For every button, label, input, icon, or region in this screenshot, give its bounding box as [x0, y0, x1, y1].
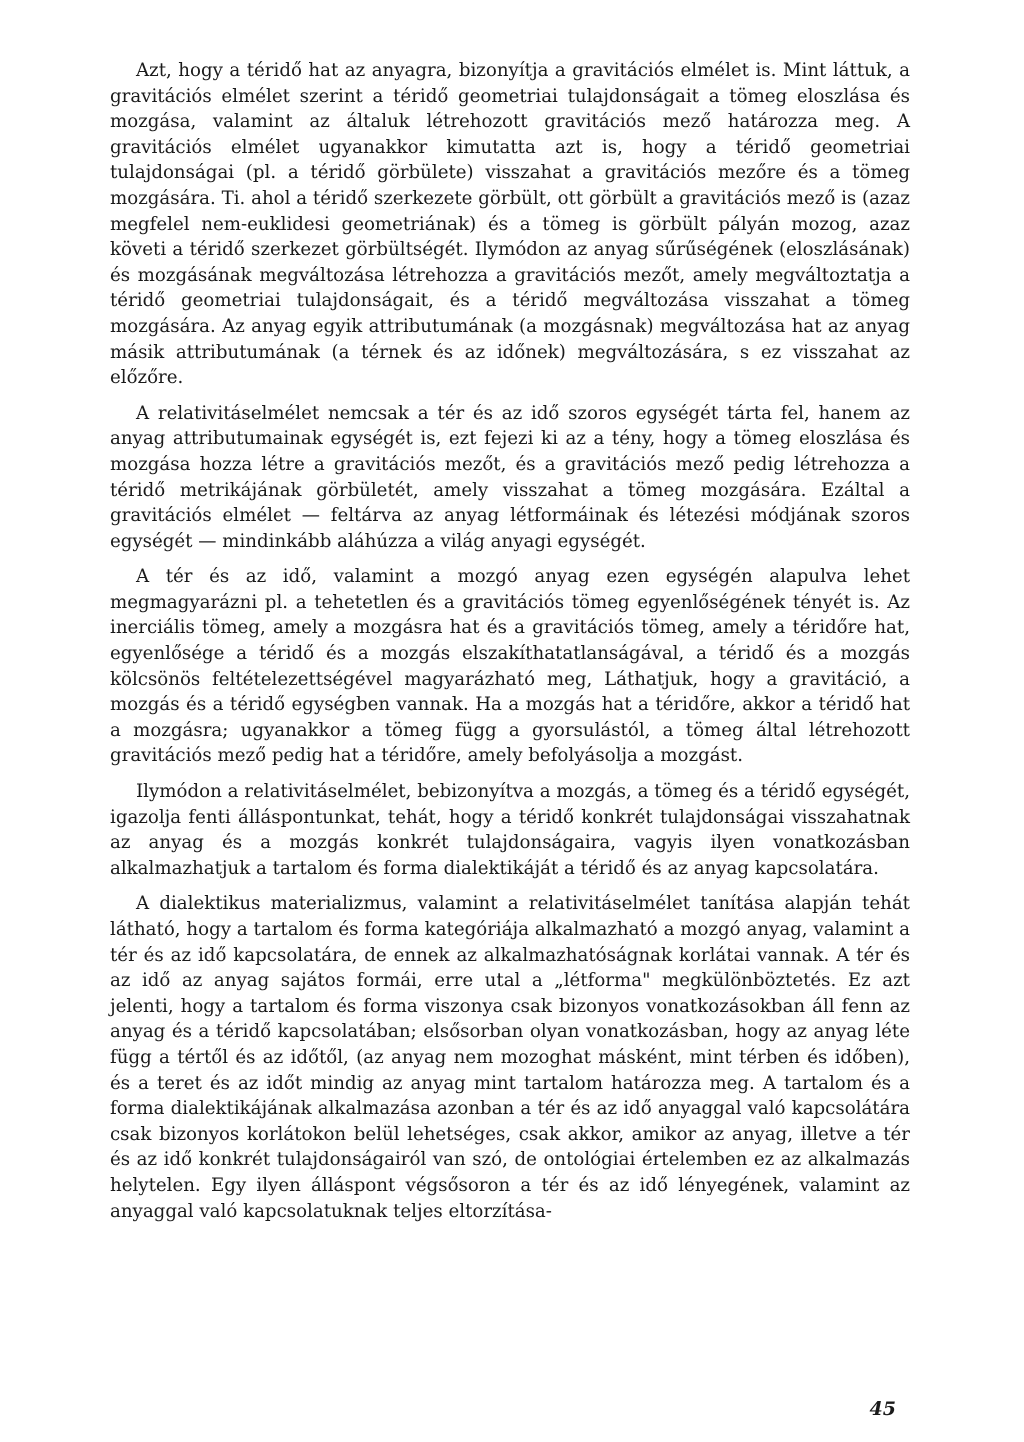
paragraph-2: A relativitáselmélet nemcsak a tér és az idő szoros egységét tárta fel, hanem az anyag attributumainak egységét is, ezt fejezi ki az a tény, hogy a tömeg eloszlása és mozgása hozza létre a gravitációs mezőt, és a gravitációs mező pedig létrehozza a téridő metrikájának görbületét, amely visszahat a tömeg mozgására. Ezáltal a gravitációs elmélet — feltárva az anyag létformáinak és létezési módjának szoros egységét — mindinkább aláhúzza a világ anyagi egységét.: [110, 402, 910, 552]
paragraph-1: Azt, hogy a téridő hat az anyagra, bizonyítja a gravitációs elmélet is. Mint láttuk, a gravitációs elmélet szerint a téridő geometriai tulajdonságait a tömeg eloszlása és mozgása, valamint az általuk létrehozott gravitációs mező határozza meg. A gravitációs elmélet ugyanakkor kimutatta azt is, hogy a téridő geometriai tulajdonságai (pl. a téridő görbülete) visszahat a gravitációs mezőre és a tömeg mozgására. Ti. ahol a téridő szerkezete görbült, ott görbült a gravitációs mező is (azaz megfelel nem-euklidesi geometriának) és a tömeg is görbült pályán mozog, azaz követi a téridő szerkezet görbültségét. Ilymódon az anyag sűrűségének (eloszlásának) és mozgásának megváltozása létrehozza a gravitációs mezőt, amely megváltoztatja a téridő geometriai tulajdonságait, és a téridő megváltozása visszahat a tömeg mozgására. Az anyag egyik attributumának (a mozgásnak) megváltozása hat az anyag másik attributumának (a térnek és az időnek) megváltozására, s ez visszahat az előzőre.: [110, 60, 910, 389]
page-body: [110, 58, 910, 1224]
paragraph-3: A tér és az idő, valamint a mozgó anyag ezen egységén alapulva lehet megmagyarázni pl. a tehetetlen és a gravitációs tömeg egyenlőségének tényét is. Az inerciális tömeg, amely a mozgásra hat és a gravitációs tömeg, amely a téridőre hat, egyenlősége a téridő és a mozgás elszakíthatatlanságával, a téridő és a mozgás kölcsönös feltételezettségével magyarázható meg, Láthatjuk, hogy a gravitáció, a mozgás és a téridő egységben vannak. Ha a mozgás hat a téridőre, akkor a téridő hat a mozgásra; ugyanakkor a tömeg függ a gyorsulástól, a tömeg által létrehozott gravitációs mező pedig hat a téridőre, amely befolyásolja a mozgást.: [110, 566, 910, 767]
paragraph-5: A dialektikus materializmus, valamint a relativitáselmélet tanítása alapján tehát látható, hogy a tartalom és forma kategóriája alkalmazható a mozgó anyag, valamint a tér és az idő kapcsolatára, de ennek az alkalmazhatóságnak korlátai vannak. A tér és az idő az anyag sajátos formái, erre utal a „létforma" megkülönböztetés. Ez azt jelenti, hogy a tartalom és forma viszonya csak bizonyos vonatkozásokban áll fenn az anyag és a téridő kapcsolatában; elsősorban olyan vonatkozásban, hogy az anyag léte függ a tértől és az időtől, (az anyag nem mozoghat másként, mint térben és időben), és a teret és az időt mindig az anyag mint tartalom határozza meg. A tartalom és a forma dialektikájának alkalmazása azonban a tér és az idő anyaggal való kapcsolátára csak bizonyos korlátokon belül lehetséges, csak akkor, amikor az anyag, illetve a tér és az idő konkrét tulajdonságairól van szó, de ontológiai értelemben ez az alkalmazás helytelen. Egy ilyen álláspont végsősoron a tér és az idő lényegének, valamint az anyaggal való kapcsolatuknak teljes eltorzítása-: [110, 893, 910, 1222]
paragraph-4: Ilymódon a relativitáselmélet, bebizonyítva a mozgás, a tömeg és a téridő egységét, igazolja fenti álláspontunkat, tehát, hogy a téridő konkrét tulajdonságai visszahatnak az anyag és a mozgás konkrét tulajdonságaira, vagyis ilyen vonatkozásban alkalmazhatjuk a tartalom és forma dialektikáját a téridő és az anyag kapcsolatára.: [110, 781, 910, 879]
page-number: 45: [869, 1398, 896, 1420]
